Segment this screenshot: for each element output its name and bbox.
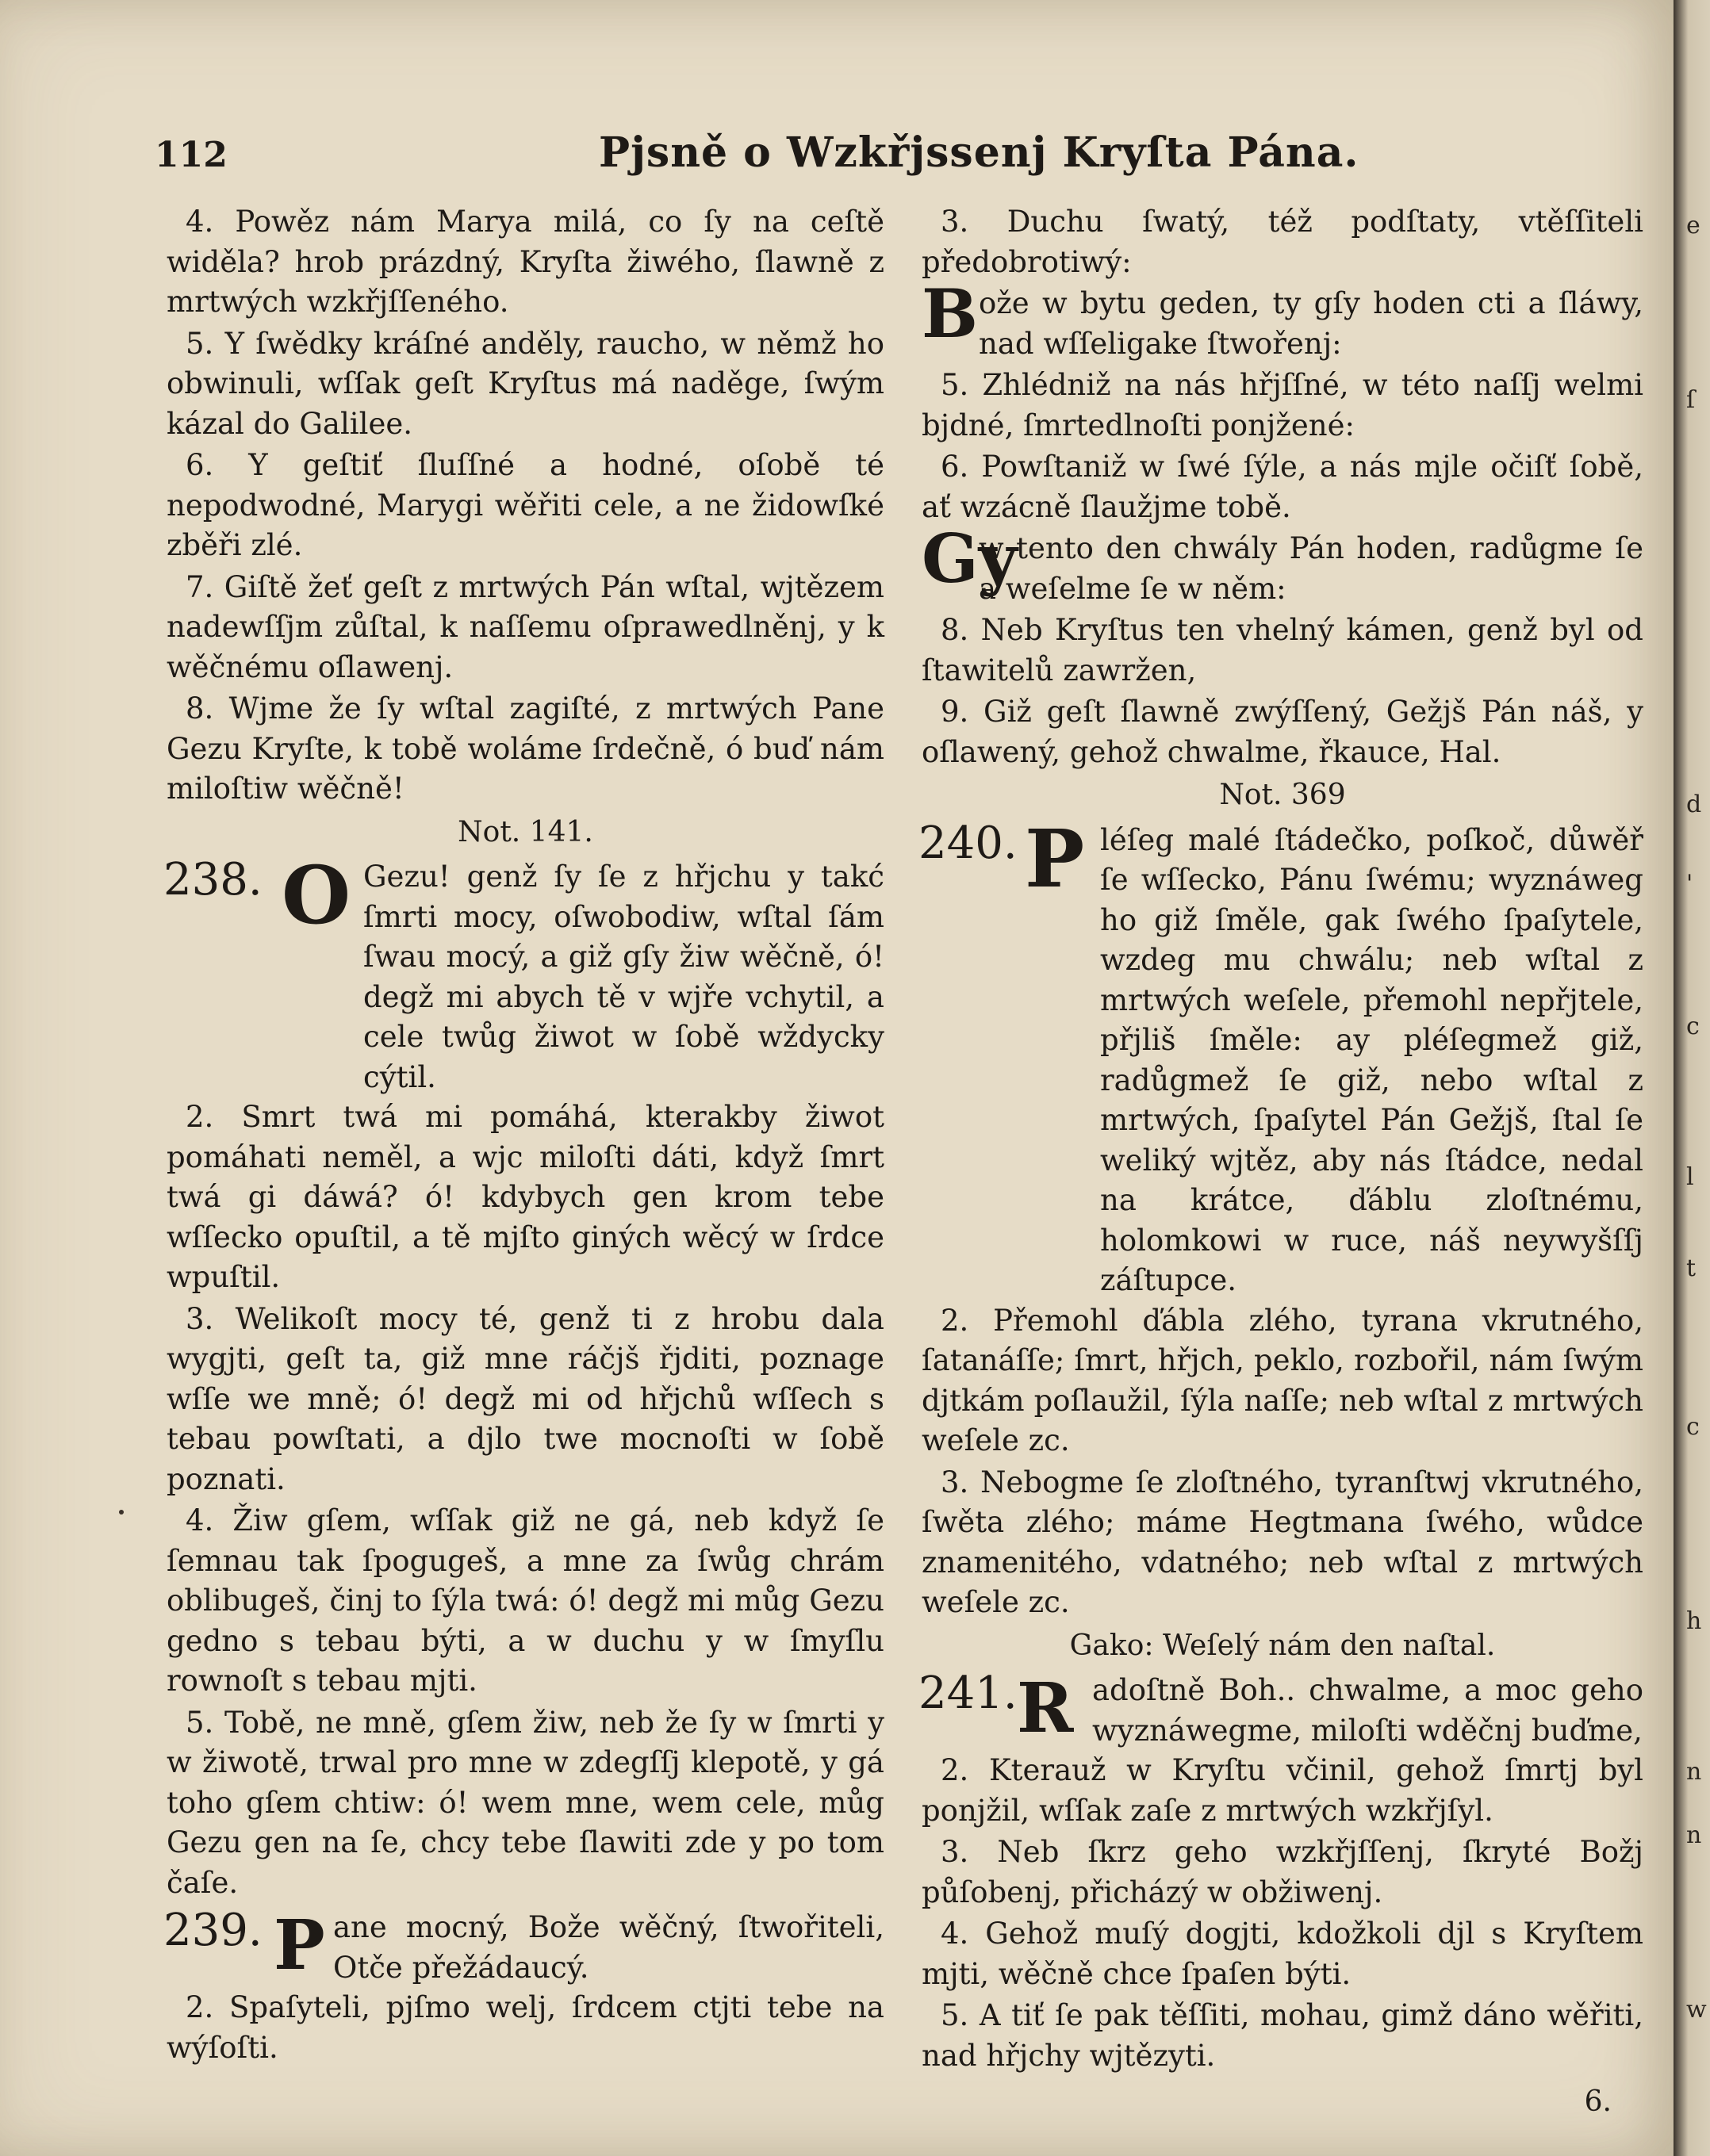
edge-glyph: d <box>1686 791 1702 818</box>
hymn-238 <box>163 848 884 1903</box>
verse: 2. Přemohl ďábla zlého, tyrana vkrutného, ſatanáſſe; ſmrt, hřjch, peklo, rozbořil, nám ſwým djtkám poſlaužil, ſýla naſſe; neb wſtal z mrtwých weſele zc. <box>922 1303 1643 1457</box>
initial-letter: B <box>922 274 978 353</box>
edge-glyph: ' <box>1686 870 1693 898</box>
verse: ože w bytu geden, ty gſy hoden cti a ſláwy, nad wſſeligake ſtwořenj: <box>979 286 1643 361</box>
verse: 4. Žiw gſem, wſſak giž ne gá, neb když ſe ſemnau tak ſpogugeš, a mne za ſwůg chrám oblibugeš, činj to ſýla twá: ó! degž mi můg Gezu gedno s tebau býti, a w duchu y w ſmyſlu rownoſt s tebau mjti. <box>167 1503 884 1698</box>
hymn-241 <box>918 1668 1643 2076</box>
drop-cap: R <box>1017 1668 1074 1748</box>
verse: 2. Spaſyteli, pjſmo welj, ſrdcem ctjti tebe na wýſoſti. <box>167 1990 884 2065</box>
drop-cap: P <box>274 1905 325 1986</box>
hymn-number: 239. <box>163 1905 263 1956</box>
edge-glyph: l <box>1686 1163 1694 1191</box>
running-title: Pjsně o Wzkřjssenj Kryſta Pána. <box>599 128 1359 177</box>
edge-glyph: c <box>1686 1013 1700 1040</box>
left-column <box>163 202 884 2070</box>
edge-glyph: ſ <box>1686 386 1696 414</box>
verse: 7. Giſtě žeť geſt z mrtwých Pán wſtal, wjtězem nadewſſjm zůſtal, k naſſemu oſprawedlněnj, y k wěčnému oſlawenj. <box>167 569 884 684</box>
drop-cap: P <box>1025 811 1085 906</box>
edge-glyph: h <box>1686 1607 1702 1635</box>
verse: 4. Gehož muſý dogjti, kdožkoli djl s Kryſtem mjti, wěčně chce ſpaſen býti. <box>922 1917 1643 1991</box>
verse: 5. Zhlédniž na nás hřjſſné, w této naſſj welmi bjdné, ſmrtedlnoſti ponjžené: <box>922 368 1643 442</box>
hymn-number: 240. <box>918 817 1018 869</box>
verse: 3. Duchu ſwatý, též podſtaty, vtěſſiteli předobrotiwý: <box>922 205 1643 279</box>
drop-cap: O <box>282 848 351 942</box>
verse: 6. Y geſtiť ſluſſné a hodné, oſobě té nepodwodné, Marygi wěřiti cele, a ne židowſké zběři zlé. <box>167 448 884 562</box>
edge-glyph: t <box>1686 1254 1697 1282</box>
initial-block <box>922 274 1643 364</box>
verse: 5. Y ſwědky kráſné anděly, raucho, w němž ho obwinuli, wſſak geſt Kryſtus má naděge, ſwým kázal do Galilee. <box>167 326 884 441</box>
verse: 5. A tiť ſe pak těſſiti, mohau, gimž dáno wěřiti, nad hřjchy wjtězyti. <box>922 1998 1643 2073</box>
verse: 9. Giž geſt ſlawně zwýſſený, Gežjš Pán náš, y oſlawený, gehož chwalme, řkauce, Hal. <box>922 695 1643 769</box>
hymn-first-verse: Gezu! genž ſy ſe z hřjchu y takć ſmrti mocy, oſwobodiw, wſtal ſám ſwau mocý, a giž gſy žiw wěčně, ó! degž mi abych tě v wjře vchytil, a cele twůg žiwot w ſobě wždycky cýtil. <box>363 860 884 1094</box>
hymn-first-verse: adoſtně Boh.. chwalme, a moc geho wyznáwegme, miloſti wděčnj buďme, <box>1092 1673 1643 1748</box>
edge-glyph: w <box>1686 1996 1707 2024</box>
verse: 2. Kterauž w Kryſtu včinil, gehož ſmrtj byl ponjžil, wſſak zaſe z mrtwých wzkřjſyl. <box>922 1753 1643 1828</box>
page-number: 112 <box>155 135 228 175</box>
edge-glyph: e <box>1686 212 1700 239</box>
next-page-edge <box>1674 0 1710 2156</box>
hymn-number: 238. <box>163 854 263 906</box>
verse: 3. Welikoſt mocy té, genž ti z hrobu dala wygjti, geſt ta, giž mne ráčjš řjditi, poznage wſſe we mně; ó! degž mi od hřjchů wſſech s tebau powſtati, a djlo twe mocnoſti w ſobě poznati. <box>167 1301 884 1496</box>
margin-dot <box>119 1510 124 1515</box>
hymn-number: 241. <box>918 1668 1018 1719</box>
verse: 3. Nebogme ſe zloſtného, tyranſtwj vkrutného, ſwěta zlého; máme Hegtmana ſwého, wůdce znamenitého, vdatného; neb wſtal z mrtwých weſele zc. <box>922 1465 1643 1619</box>
tune-note: Not. 141. <box>458 815 593 848</box>
edge-glyph: n <box>1686 1758 1702 1786</box>
right-column <box>918 202 1643 2123</box>
verse: 8. Neb Kryſtus ten vhelný kámen, genž byl od ſtawitelů zawržen, <box>922 613 1643 687</box>
initial-letter: Gy <box>922 519 1018 598</box>
edge-glyph: n <box>1686 1821 1702 1849</box>
verse: w tento den chwály Pán hoden, radůgme ſe a weſelme ſe w něm: <box>979 531 1643 606</box>
verse: 4. Powěz nám Marya milá, co ſy na ceſtě widěla? hrob prázdný, Kryſta žiwého, ſlawně z mrtwých wzkřjſſeného. <box>167 205 884 319</box>
tune-note: Not. 369 <box>1219 779 1346 811</box>
verse: 3. Neb ſkrz geho wzkřjſſenj, ſkryté Božj půſobenj, přicházý w obžiwenj. <box>922 1835 1643 1909</box>
hymn-239 <box>163 1905 884 2068</box>
initial-block <box>922 519 1643 609</box>
verse: 5. Tobě, ne mně, gſem žiw, neb že ſy w ſmrti y w žiwotě, trwal pro mne w zdegſſj klepotě, y gá toho gſem chtiw: ó! wem mne, wem cele, můg Gezu gen na ſe, chcy tebe ſlawiti zde y po tom čaſe. <box>167 1705 884 1900</box>
hymn-first-verse: léſeg malé ſtádečko, poſkoč, důwěř ſe wſſecko, Pánu ſwému; wyznáweg ho giž ſměle, gak ſwého ſpaſytele, wzdeg mu chwálu; neb wſtal z mrtwých weſele, přemohl nepřjtele, přjliš ſměle: ay pléſegmež giž, radůgmež ſe giž, nebo wſtal z mrtwých, ſpaſytel Pán Gežjš, ſtal ſe weliký wjtěz, aby nás ſtádce, nedal na krátce, ďáblu zloſtnému, holomkowi w ruce, náš neywyšſſj záſtupce. <box>1100 822 1643 1297</box>
verse: 6. Powſtaniž w ſwé ſýle, a nás mjle očiſť ſobě, ať wzácně ſlaužjme tobě. <box>922 450 1643 524</box>
hymn-240 <box>918 811 1643 1623</box>
page-header <box>155 128 1638 190</box>
hymn-first-verse: ane mocný, Bože wěčný, ſtwořiteli, Otče přežádaucý. <box>333 1910 884 1985</box>
verse: 2. Smrt twá mi pomáhá, kterakby žiwot pomáhati neměl, a wjc miloſti dáti, když ſmrt twá gi dáwá? ó! kdybych gen krom tebe wſſecko opuſtil, a tě mjſto giných wěcý w ſrdce wpuſtil. <box>167 1100 884 1294</box>
tune-note: Gako: Weſelý nám den naſtal. <box>1069 1629 1496 1662</box>
verse: 8. Wjme že ſy wſtal zagiſté, z mrtwých Pane Gezu Kryſte, k tobě woláme ſrdečně, ó buď nám miloſtiw wěčně! <box>167 691 884 806</box>
catchword: 6. <box>1584 2085 1612 2118</box>
edge-glyph: c <box>1686 1413 1700 1441</box>
